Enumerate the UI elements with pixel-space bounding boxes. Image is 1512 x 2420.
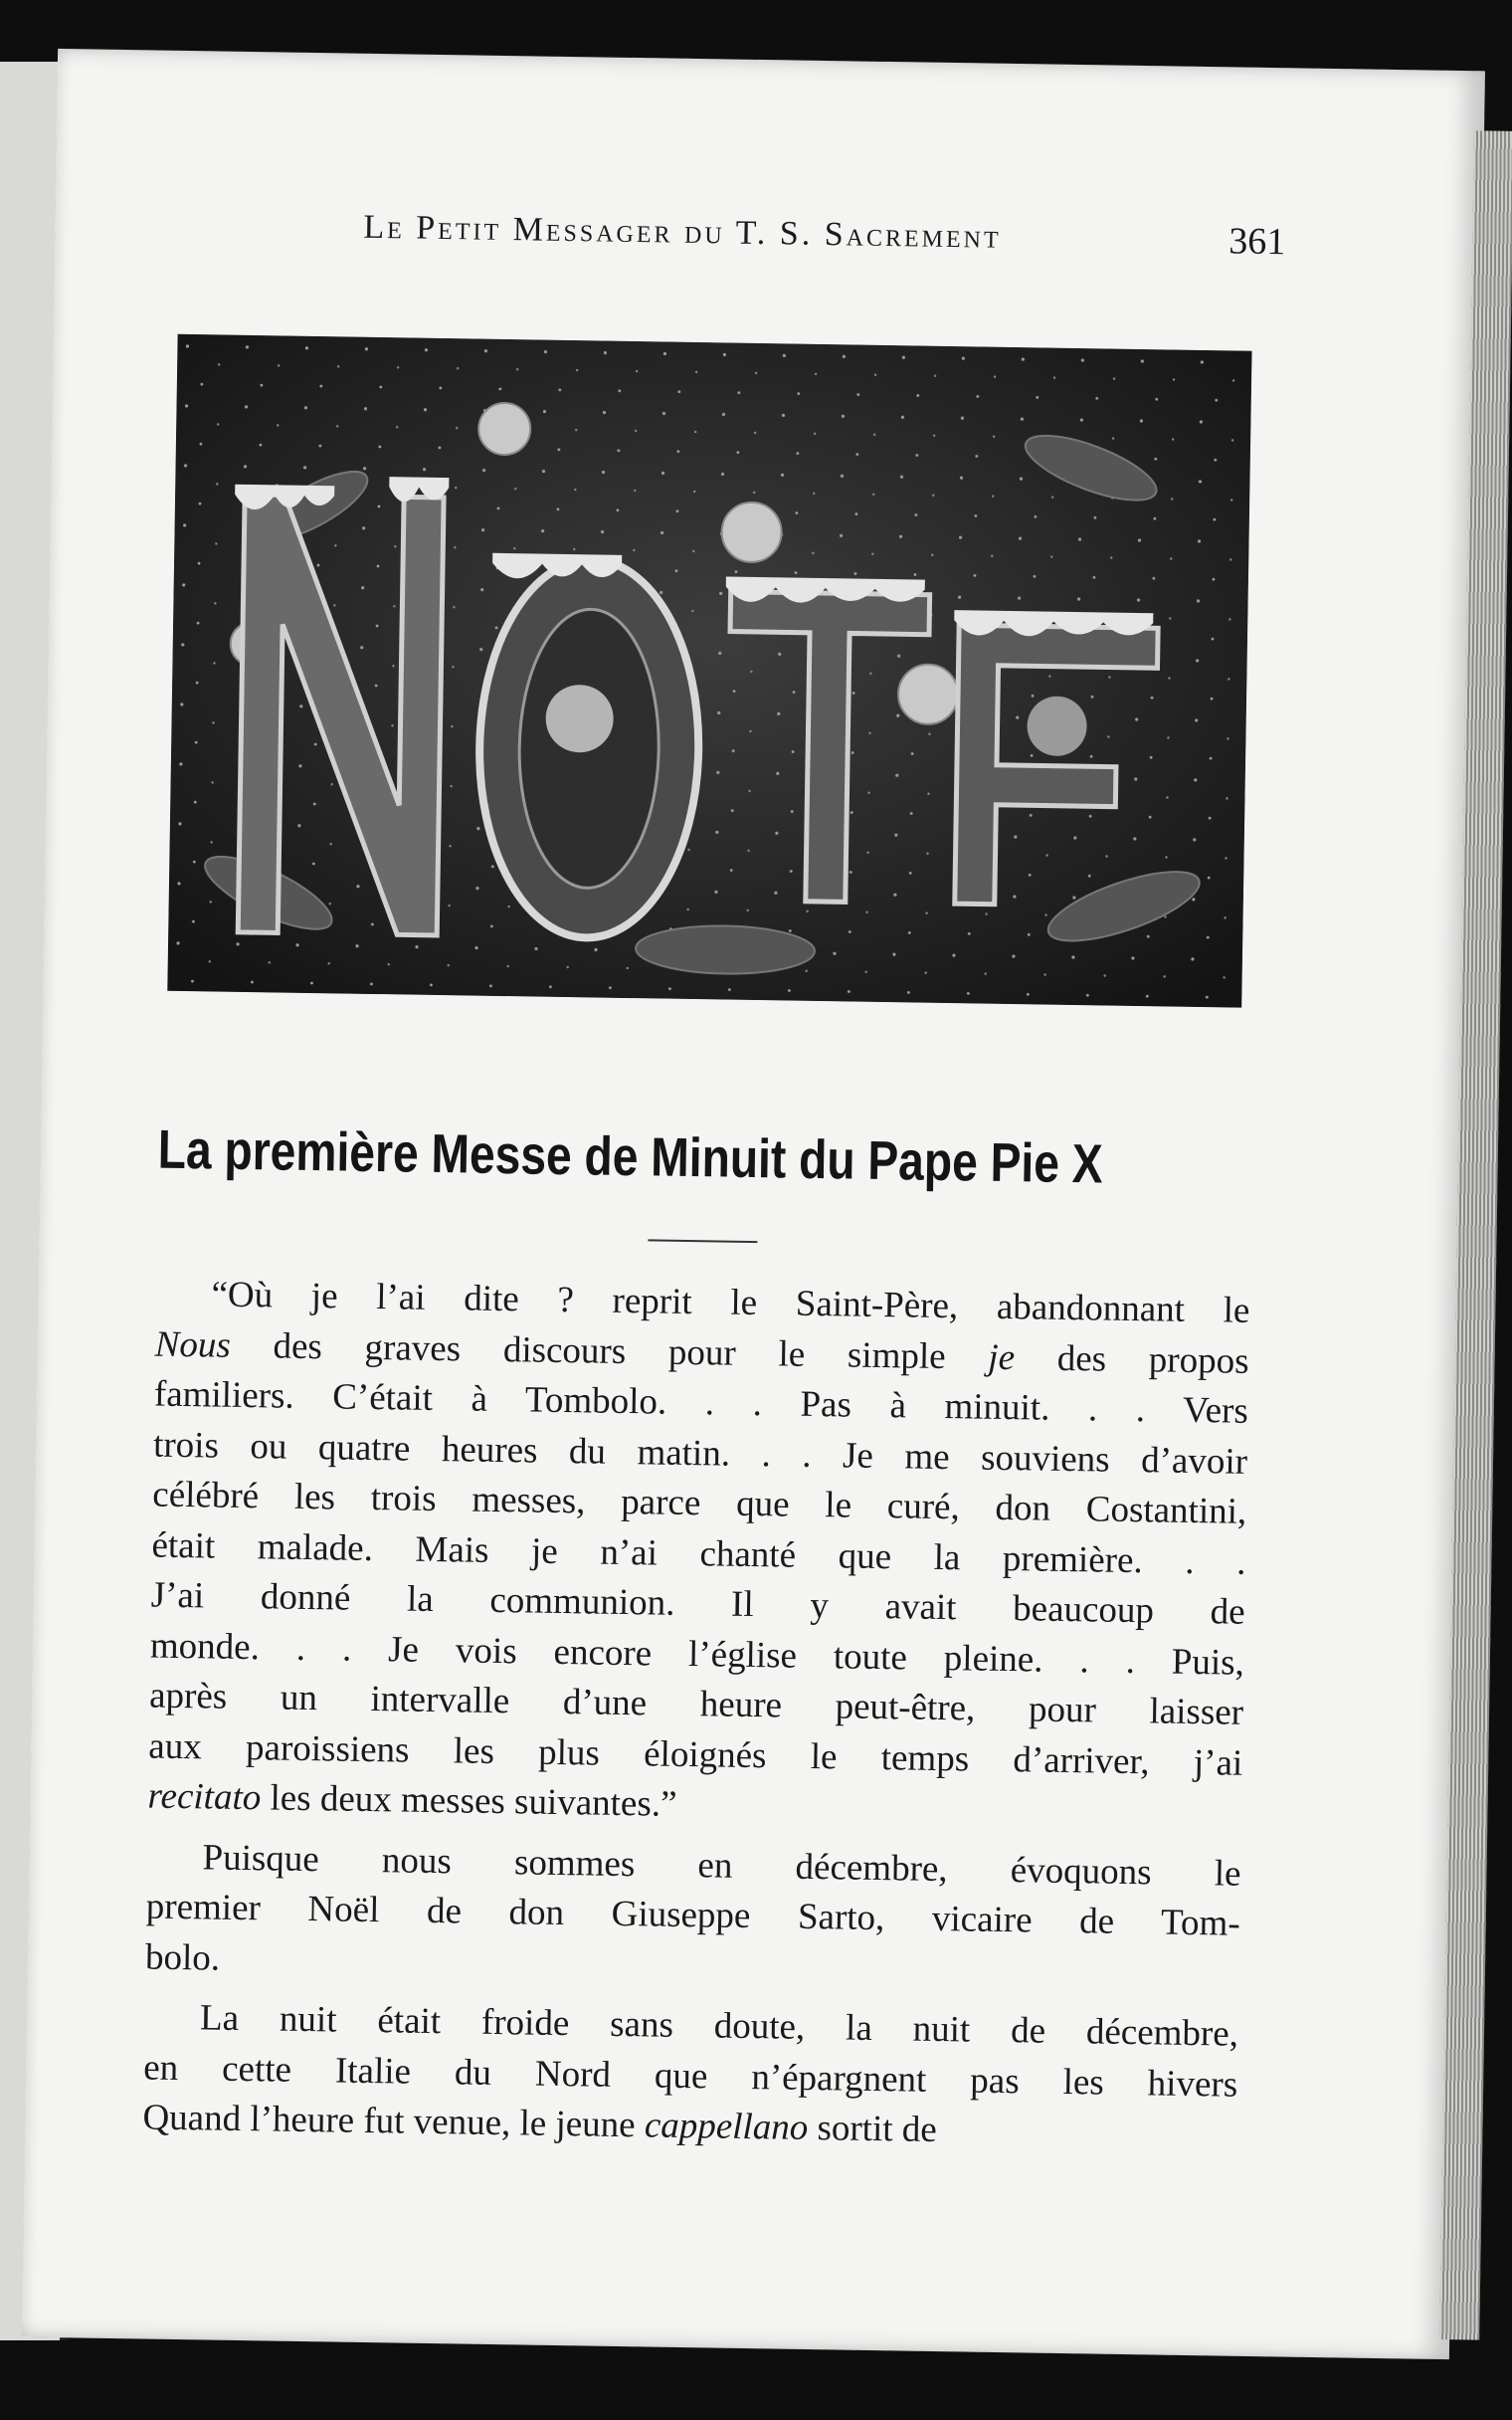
article-body [142, 1270, 1250, 2161]
text-run: Quand l’heure fut venue, le jeune [142, 2097, 646, 2146]
article-title: La première Messe de Minuit du Pape Pie X [157, 1117, 1104, 1195]
christmas-illustration [167, 334, 1251, 1008]
title-divider [648, 1239, 757, 1243]
text-run: monde. . . Je vois encore l’église toute pleine. . . Puis, [149, 1625, 1245, 1684]
text-run: les deux messes suivantes.” [260, 1777, 677, 1825]
text-run: aux paroissiens les plus éloignés le temps d’arriver, j’ai [148, 1725, 1243, 1784]
text-run: familiers. C’était à Tombolo. . . Pas à minuit. . . Vers [153, 1373, 1249, 1432]
book-page [22, 49, 1485, 2359]
running-title-text: Le Petit Messager du T. S. Sacrement [363, 208, 1002, 256]
text-run: après un intervalle d’une heure peut-être, pour laisser [148, 1675, 1244, 1733]
text-run: Puisque nous sommes en décembre, évoquons le [202, 1836, 1241, 1895]
text-run: des graves discours pour le simple [230, 1324, 989, 1378]
text-run: des propos [1014, 1336, 1249, 1382]
text-run: La nuit était froide sans doute, la nuit de décembre, [199, 1997, 1239, 2055]
italic-word: je [988, 1336, 1016, 1378]
text-run: J’ai donné la communion. Il y avait beaucoup de [150, 1574, 1245, 1633]
text-run: “Où je l’ai dite ? reprit le Saint-Père, abandonnant le [211, 1274, 1250, 1331]
text-run: en cette Italie du Nord que n’épargnent pas les hivers [142, 2046, 1238, 2106]
running-title [363, 209, 1002, 257]
italic-word: Nous [154, 1323, 232, 1366]
text-run: bolo. [144, 1935, 221, 1979]
page-stack-edge [1439, 130, 1512, 2339]
page-number: 361 [1228, 220, 1286, 264]
text-run: sortit de [807, 2107, 938, 2151]
noel-artwork-icon [167, 334, 1251, 1008]
text-run: premier Noël de don Giuseppe Sarto, vicaire de Tom- [145, 1886, 1241, 1944]
italic-word: recitato [147, 1775, 262, 1819]
text-run: était malade. Mais je n’ai chanté que la première. . . [151, 1524, 1246, 1583]
text-run: célébré les trois messes, parce que le curé, don Costantini, [152, 1474, 1247, 1532]
text-run: trois ou quatre heures du matin. . . Je me souviens d’avoir [152, 1424, 1248, 1483]
italic-word: cappellano [644, 2105, 809, 2148]
